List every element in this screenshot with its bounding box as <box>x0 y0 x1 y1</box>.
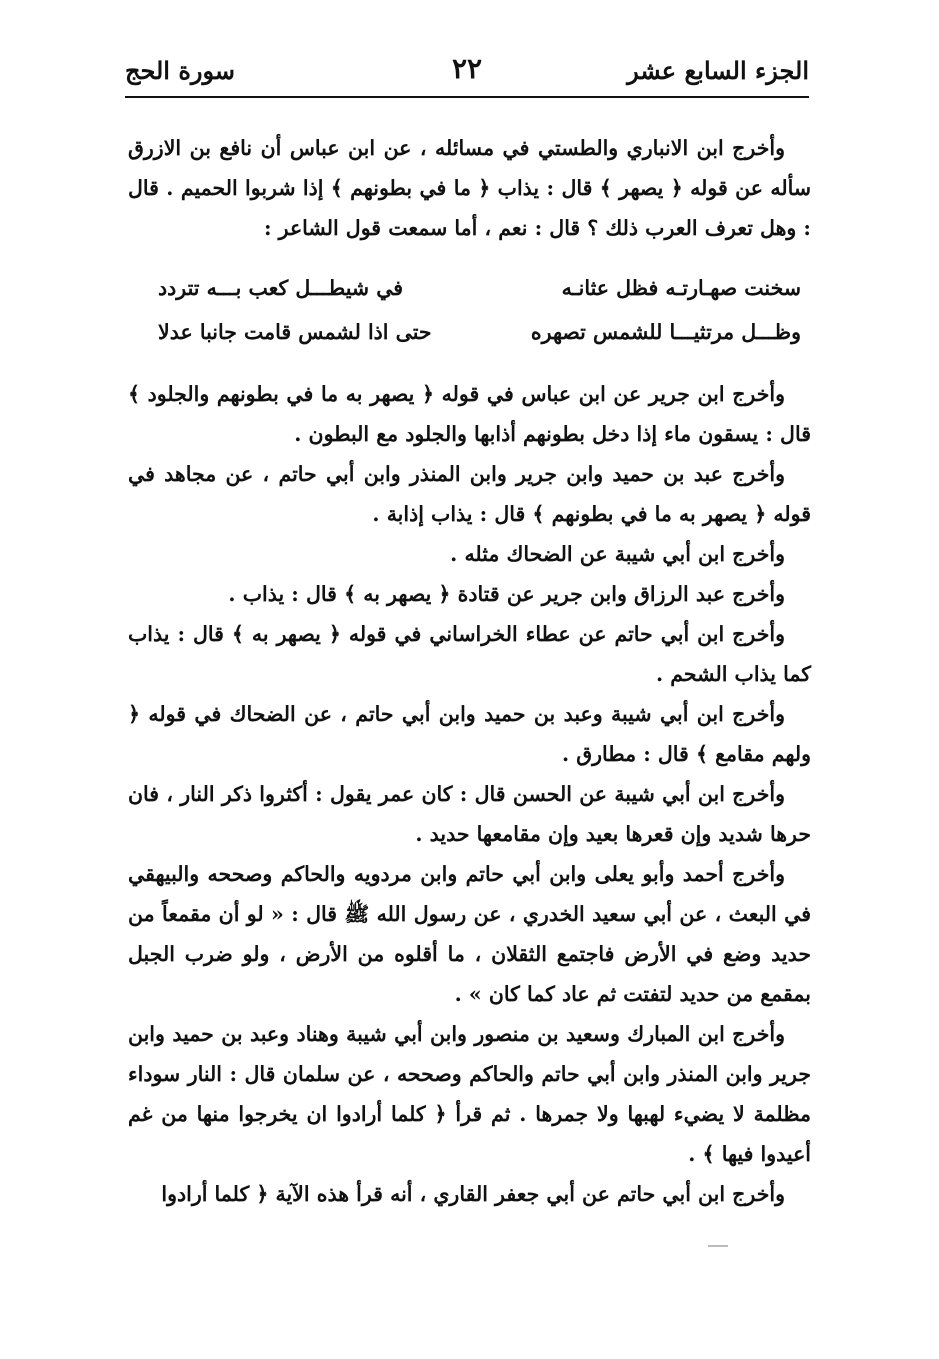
scan-mark <box>708 1245 728 1247</box>
page-number: ٢٢ <box>451 52 483 85</box>
paragraph: وأخرج ابن أبي حاتم عن أبي جعفر القاري ، أنه قرأ هذه الآية ﴿ كلما أرادوا <box>161 1182 785 1206</box>
part-title: الجزء السابع عشر <box>627 56 809 85</box>
verse <box>128 266 811 310</box>
verse <box>128 310 811 354</box>
paragraph: وأخرج ابن أبي شيبة عن الضحاك مثله . <box>450 542 785 566</box>
paragraph: وأخرج ابن المبارك وسعيد بن منصور وابن أبي شيبة وهناد وعبد بن حميد وابن جرير وابن المنذر وابن أبي حاتم والحاكم وصححه ، عن سلمان قال : النار سوداء مظلمة لا يضيء لهبها ولا جمرها . ثم قرأ ﴿ كلما أرادوا ان يخرجوا منها من غم أعيدوا فيها ﴾ . <box>128 1022 811 1166</box>
page-body <box>128 128 811 1214</box>
paragraph: وأخرج عبد بن حميد وابن جرير وابن المنذر وابن أبي حاتم ، عن مجاهد في قوله ﴿ يصهر به ما في بطونهم ﴾ قال : يذاب إذابة . <box>128 462 811 526</box>
surah-title: سورة الحج <box>125 56 235 85</box>
verse-second-hemistich: حتى اذا لشمس قامت جانبا عدلا <box>158 320 432 344</box>
poem <box>128 266 811 354</box>
paragraph: وأخرج ابن الانباري والطستي في مسائله ، عن ابن عباس أن نافع بن الازرق سأله عن قوله ﴿ يصهر ﴾ قال : يذاب ﴿ ما في بطونهم ﴾ إذا شربوا الحميم . قال : وهل تعرف العرب ذلك ؟ قال : نعم ، أما سمعت قول الشاعر : <box>128 136 811 240</box>
paragraph: وأخرج عبد الرزاق وابن جرير عن قتادة ﴿ يصهر به ﴾ قال : يذاب . <box>228 582 785 606</box>
paragraph: وأخرج ابن جرير عن ابن عباس في قوله ﴿ يصهر به ما في بطونهم والجلود ﴾ قال : يسقون ماء إذا دخل بطونهم أذابها والجلود مع البطون . <box>128 382 811 446</box>
verse-second-hemistich: في شيطـــل كعب بـــه تتردد <box>158 276 404 300</box>
verse-first-hemistich: سخنت صهـارتـه فظل عثانـه <box>561 276 801 300</box>
running-header <box>125 48 809 90</box>
paragraph: وأخرج ابن أبي حاتم عن عطاء الخراساني في قوله ﴿ يصهر به ﴾ قال : يذاب كما يذاب الشحم . <box>128 622 811 686</box>
verse-first-hemistich: وظـــل مرتثيـــا للشمس تصهره <box>530 320 801 344</box>
paragraph: وأخرج أحمد وأبو يعلى وابن أبي حاتم وابن مردويه والحاكم وصححه والبيهقي في البعث ، عن أبي سعيد الخدري ، عن رسول الله ﷺ قال : « لو أن مقمعاً من حديد وضع في الأرض فاجتمع الثقلان ، ما أقلوه من الأرض ، ولو ضرب الجبل بمقمع من حديد لتفتت ثم عاد كما كان » . <box>128 862 811 1006</box>
paragraph: وأخرج ابن أبي شيبة وعبد بن حميد وابن أبي حاتم ، عن الضحاك في قوله ﴿ ولهم مقامع ﴾ قال : مطارق . <box>128 702 811 766</box>
header-rule <box>125 96 809 98</box>
paragraph: وأخرج ابن أبي شيبة عن الحسن قال : كان عمر يقول : أكثروا ذكر النار ، فان حرها شديد وإن قعرها بعيد وإن مقامعها حديد . <box>128 782 811 846</box>
